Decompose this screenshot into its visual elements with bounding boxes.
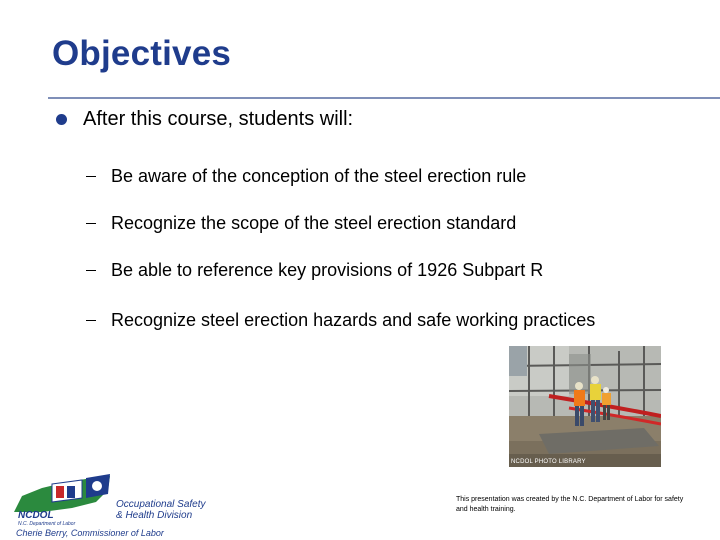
division-line-2: & Health Division [116,510,193,521]
bullet-dot-icon [56,114,67,125]
ncdol-logo [12,468,222,540]
main-bullet [56,108,353,131]
slide-title: Objectives [52,34,232,73]
sub-bullet-text: Recognize the scope of the steel erection standard [111,213,517,233]
dash-icon [86,223,96,224]
agency-wordmark: NCDOL [18,510,54,521]
construction-scene-image [509,346,661,467]
sub-bullet [86,213,516,234]
dash-icon [86,176,96,177]
sub-bullet [86,166,526,187]
sub-bullet [86,310,595,331]
dash-icon [86,320,96,321]
title-divider [48,97,720,99]
sub-bullet-text: Be able to reference key provisions of 1926 Subpart R [111,260,544,280]
division-line-1: Occupational Safety [116,499,206,510]
dash-icon [86,270,96,271]
main-bullet-text: After this course, students will: [83,108,354,130]
footer-note: This presentation was created by the N.C. Department of Labor for safety and health training. [456,496,684,513]
sub-bullet-text: Be aware of the conception of the steel erection rule [111,166,527,186]
construction-photo [509,346,661,467]
division-name [116,499,206,521]
agency-subtitle: N.C. Department of Labor [18,521,76,527]
sub-bullet-text: Recognize steel erection hazards and safe working practices [111,310,596,330]
commissioner-name: Cherie Berry, Commissioner of Labor [16,528,164,538]
photo-caption: NCDOL PHOTO LIBRARY [511,459,586,465]
sub-bullet [86,260,543,281]
